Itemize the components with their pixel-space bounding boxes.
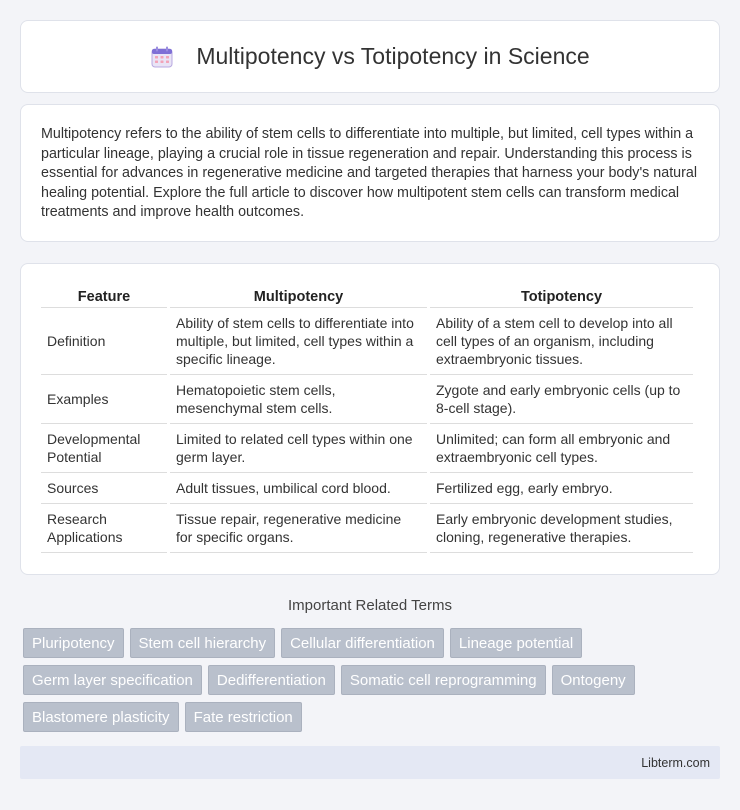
column-header-feature: Feature bbox=[41, 286, 167, 308]
related-terms-title: Important Related Terms bbox=[288, 597, 452, 614]
intro-card bbox=[20, 104, 720, 242]
table-cell: Hematopoietic stem cells, mesenchymal stem cells. bbox=[170, 375, 427, 424]
table-cell: Developmental Potential bbox=[41, 424, 167, 473]
tag-dedifferentiation[interactable]: Dedifferentiation bbox=[208, 665, 335, 695]
title-wrap bbox=[150, 43, 589, 70]
tag-cellular-differentiation[interactable]: Cellular differentiation bbox=[281, 628, 444, 658]
footer-site-link[interactable]: Libterm.com bbox=[641, 755, 710, 770]
table-cell: Ability of stem cells to differentiate into multiple, but limited, cell types within a specific lineage. bbox=[170, 308, 427, 375]
table-cell: Unlimited; can form all embryonic and extraembryonic cell types. bbox=[430, 424, 693, 473]
table-row bbox=[41, 504, 693, 553]
tag-germ-layer-specification[interactable]: Germ layer specification bbox=[23, 665, 202, 695]
table-header-row bbox=[41, 286, 693, 308]
table-cell: Zygote and early embryonic cells (up to 8-cell stage). bbox=[430, 375, 693, 424]
column-header-totipotency: Totipotency bbox=[430, 286, 693, 308]
tag-stem-cell-hierarchy[interactable]: Stem cell hierarchy bbox=[130, 628, 276, 658]
tag-lineage-potential[interactable]: Lineage potential bbox=[450, 628, 582, 658]
tag-somatic-cell-reprogramming[interactable]: Somatic cell reprogramming bbox=[341, 665, 546, 695]
table-cell: Definition bbox=[41, 308, 167, 375]
page-title: Multipotency vs Totipotency in Science bbox=[196, 43, 590, 69]
tag-blastomere-plasticity[interactable]: Blastomere plasticity bbox=[23, 702, 179, 732]
table-cell: Research Applications bbox=[41, 504, 167, 553]
footer bbox=[20, 746, 720, 779]
table-cell: Tissue repair, regenerative medicine for specific organs. bbox=[170, 504, 427, 553]
comparison-table-card bbox=[20, 263, 720, 575]
table-cell: Early embryonic development studies, cloning, regenerative therapies. bbox=[430, 504, 693, 553]
table-cell: Limited to related cell types within one germ layer. bbox=[170, 424, 427, 473]
table-cell: Adult tissues, umbilical cord blood. bbox=[170, 473, 427, 504]
tag-pluripotency[interactable]: Pluripotency bbox=[23, 628, 124, 658]
table-row bbox=[41, 308, 693, 375]
tag-fate-restriction[interactable]: Fate restriction bbox=[185, 702, 302, 732]
table-cell: Examples bbox=[41, 375, 167, 424]
table-row bbox=[41, 424, 693, 473]
header-card bbox=[20, 20, 720, 93]
tag-ontogeny[interactable]: Ontogeny bbox=[552, 665, 635, 695]
table-cell: Sources bbox=[41, 473, 167, 504]
comparison-table bbox=[38, 286, 696, 553]
column-header-multipotency: Multipotency bbox=[170, 286, 427, 308]
table-row bbox=[41, 375, 693, 424]
table-cell: Ability of a stem cell to develop into all cell types of an organism, including extraembryonic tissues. bbox=[430, 308, 693, 375]
table-row bbox=[41, 473, 693, 504]
table-cell: Fertilized egg, early embryo. bbox=[430, 473, 693, 504]
calendar-icon bbox=[150, 45, 174, 69]
related-terms-tags bbox=[23, 628, 723, 732]
intro-text: Multipotency refers to the ability of stem cells to differentiate into multiple, but limited, cell types within a particular lineage, playing a crucial role in tissue regeneration and repair. Understanding this process is essential for advances in regenerative medicine and targeted therapies that harness your body's natural healing potential. Explore the full article to discover how multipotent stem cells can transform medical treatments and improve health outcomes. bbox=[41, 126, 698, 221]
